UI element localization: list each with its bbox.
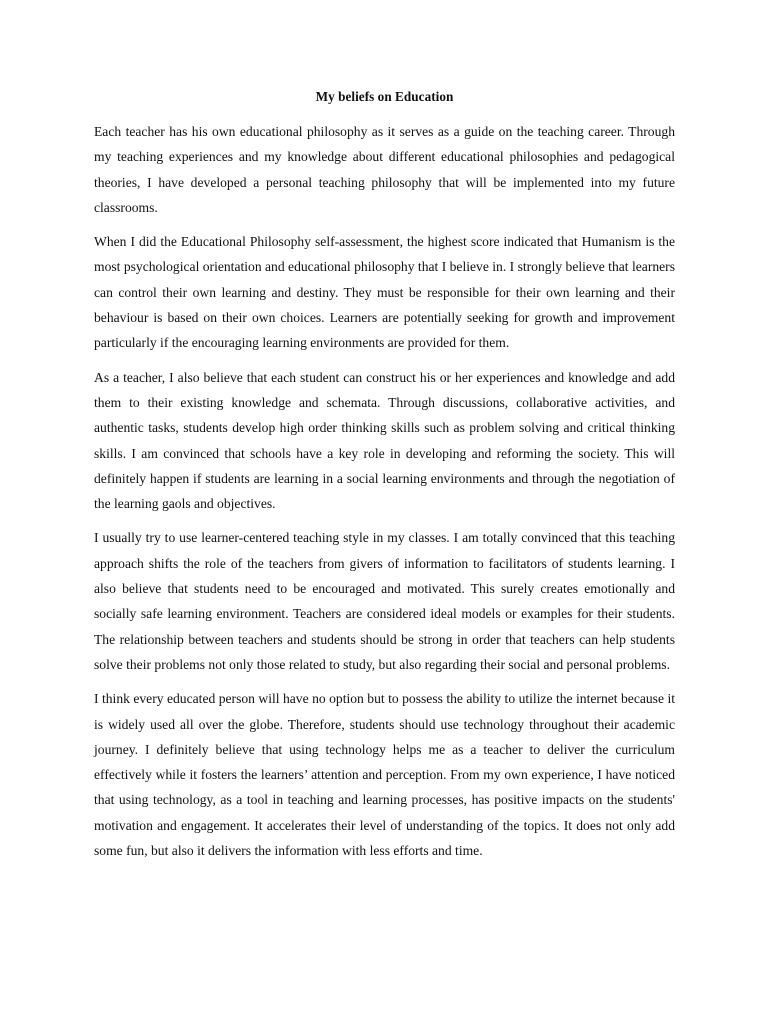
paragraph-constructivism: As a teacher, I also believe that each student can construct his or her experiences and knowledge and add them to their existing knowledge and schemata. Through discussions, collaborative activities, and authentic tasks, students develop high order thinking skills such as problem solving and critical thinking skills. I am convinced that schools have a key role in developing and reforming the society. This will definitely happen if students are learning in a social learning environments and through the negotiation of the learning gaols and objectives. <box>94 369 675 512</box>
paragraph-philosophy-intro: Each teacher has his own educational philosophy as it serves as a guide on the teaching career. Through my teaching experiences and my knowledge about different educational philosophies and pedagogical theories, I have developed a personal teaching philosophy that will be implemented into my future classrooms. <box>94 124 675 215</box>
paragraph-learner-centered: I usually try to use learner-centered teaching style in my classes. I am totally convinced that this teaching approach shifts the role of the teachers from givers of information to facilitators of students learning. I also believe that students need to be encouraged and motivated. This surely creates emotionally and socially safe learning environment. Teachers are considered ideal models or examples for their students. The relationship between teachers and students should be strong in order that teachers can help students solve their problems not only those related to study, but also regarding their social and personal problems. <box>94 530 675 672</box>
document-body <box>94 88 675 872</box>
document-title: My beliefs on Education <box>315 89 454 104</box>
paragraph-humanism: When I did the Educational Philosophy self-assessment, the highest score indicated that Humanism is the most psychological orientation and educational philosophy that I believe in. I strongly believe that learners can control their own learning and destiny. They must be responsible for their own learning and their behaviour is based on their own choices. Learners are potentially seeking for growth and improvement particularly if the encouraging learning environments are provided for them. <box>94 234 675 351</box>
paragraph-technology: I think every educated person will have no option but to possess the ability to utilize the internet because it is widely used all over the globe. Therefore, students should use technology throughout their academic journey. I definitely believe that using technology helps me as a teacher to deliver the curriculum effectively while it fosters the learners’ attention and perception. From my own experience, I have noticed that using technology, as a tool in teaching and learning processes, has positive impacts on the students' motivation and engagement. It accelerates their level of understanding of the topics. It does not only add some fun, but also it delivers the information with less efforts and time. <box>94 691 675 859</box>
